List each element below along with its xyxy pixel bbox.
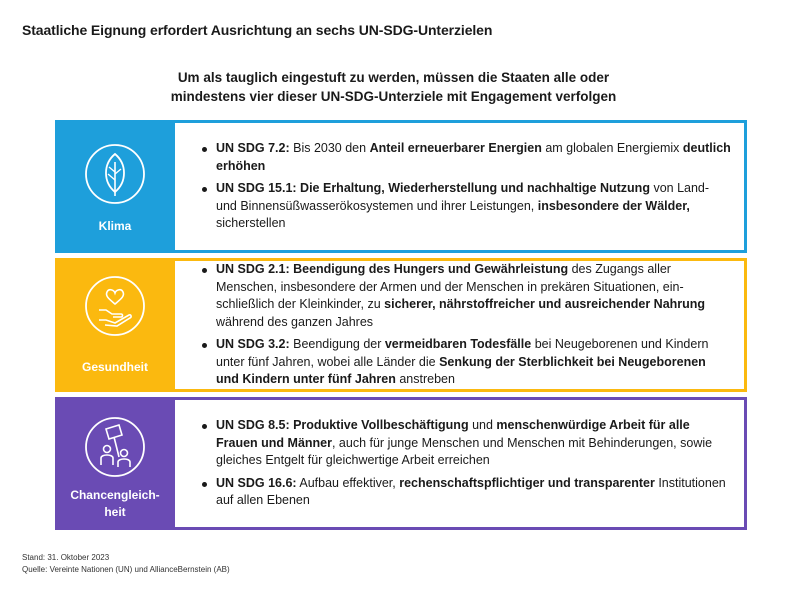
body-text: Bis 2030 den <box>289 141 370 156</box>
body-text: und <box>468 418 497 433</box>
bold-text: insbesondere der Wälder, <box>537 198 690 213</box>
body-text: Beendigung der <box>289 337 385 352</box>
subtitle <box>0 68 787 106</box>
bold-text: UN SDG 3.2: <box>216 337 290 352</box>
bold-text: UN SDG 2.1: Beendigung des Hungers und Gewährleistung <box>216 262 569 277</box>
bold-text: menschenwürdige Arbeit für alle Frauen und Männer <box>216 418 690 450</box>
list-item <box>200 417 732 470</box>
panel-label-gesundheit: Gesundheit <box>81 360 148 374</box>
panel-content-gesundheit <box>175 261 744 389</box>
body-text: Aufbau effektiver, <box>296 475 400 490</box>
list-item <box>200 140 732 175</box>
body-text: sicherstellen <box>216 216 286 231</box>
heart-hand-icon <box>79 270 151 342</box>
bold-text: deutlich erhöhen <box>216 141 731 173</box>
panel-side-chancengleichheit <box>55 397 175 530</box>
list-item <box>200 180 732 233</box>
body-text: anstreben <box>395 372 455 387</box>
footer-source: Quelle: Vereinte Nationen (UN) und AllianceBernstein (AB) <box>22 565 230 574</box>
panel-side-klima <box>55 120 175 253</box>
panel-content-chancengleichheit <box>175 400 744 527</box>
bold-text: rechenschaftspflichtiger und transparenter <box>399 475 655 490</box>
body-text: am globalen Energiemix <box>541 141 683 156</box>
bold-text: UN SDG 7.2: <box>216 141 290 156</box>
panel-label-line-2: heit <box>104 505 126 519</box>
list-item <box>200 475 732 510</box>
panel-content-klima <box>175 123 744 250</box>
panel-klima <box>55 120 747 253</box>
body-text: des Zugangs aller Menschen, insbesondere der Armen und der Menschen in prekären Situationen, einschließlich der Kleinkinder, zu <box>216 262 684 312</box>
bold-text: Anteil erneuerbarer Energien <box>369 141 542 156</box>
footer <box>22 552 230 576</box>
bold-text: UN SDG 15.1: Die Erhaltung, Wiederherstellung und nachhaltige Nutzung <box>216 181 650 196</box>
panel-gesundheit <box>55 258 747 392</box>
panel-label-chancengleichheit <box>55 487 175 521</box>
page-title: Staatliche Eignung erfordert Ausrichtung an sechs UN-SDG-Unterzielen <box>22 22 493 38</box>
list-item <box>200 261 732 331</box>
body-text: bei Neugeborenen und Kindern unter fünf Jahren, wobei alle Länder die <box>216 337 709 369</box>
leaf-icon <box>79 138 151 210</box>
body-text: Institutionen auf allen Ebenen <box>216 475 726 508</box>
body-text: von Land- und Binnensüßwasserökosystemen und ihrer Leistungen, <box>216 181 710 213</box>
body-text: , auch für junge Menschen und Menschen mit Behinderungen, sowie gleiches Entgelt für gleichwertige Arbeit erreichen <box>216 435 713 468</box>
body-text: während des ganzen Jahres <box>216 314 374 329</box>
bold-text: UN SDG 16.6: <box>216 475 297 490</box>
footer-stand: Stand: 31. Oktober 2023 <box>22 553 110 562</box>
list-item <box>200 336 732 389</box>
panel-label-klima: Klima <box>98 219 132 233</box>
panel-side-gesundheit <box>55 258 175 392</box>
bold-text: UN SDG 8.5: Produktive Vollbeschäftigung <box>216 418 469 433</box>
subtitle-line-1: Um als tauglich eingestuft zu werden, müssen die Staaten alle oder <box>177 70 610 85</box>
bold-text: vermeidbaren Todesfälle <box>384 337 532 352</box>
protest-people-icon <box>79 411 151 483</box>
bold-text: Senkung der Sterblichkeit bei Neugeborenen und Kindern unter fünf Jahren <box>216 354 706 387</box>
subtitle-line-2: mindestens vier dieser UN-SDG-Unterziele mit Engagement verfolgen <box>170 89 617 104</box>
bold-text: sicherer, nährstoffreicher und ausreichender Nahrung <box>384 297 706 312</box>
panel-chancengleichheit <box>55 397 747 530</box>
panel-label-line-1: Chancengleich- <box>70 488 160 502</box>
